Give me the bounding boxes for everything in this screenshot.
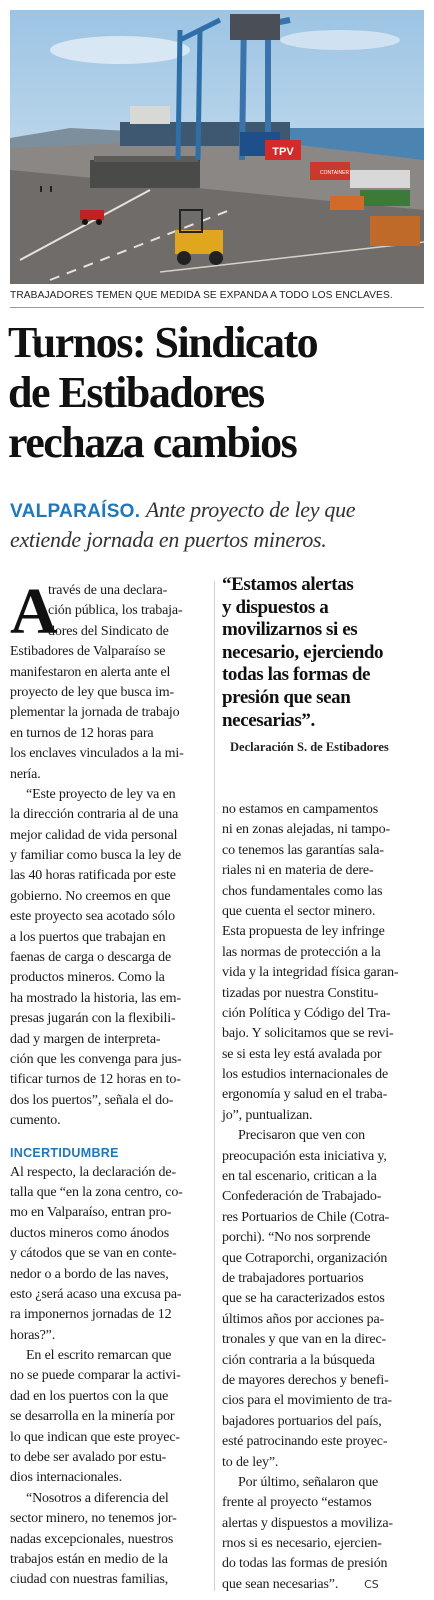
body-text: do todas las formas de presión: [222, 1556, 388, 1572]
body-text-line: [222, 1432, 422, 1452]
body-text-line: [10, 887, 208, 907]
headline: [8, 318, 428, 468]
pull-quote-line: presión que sean: [222, 686, 351, 708]
pull-quote: [222, 574, 422, 755]
body-text: que se ha caracterizados estos: [222, 1291, 385, 1307]
pull-quote-line: necesarias”.: [222, 709, 315, 731]
body-text: a los puertos que trabajan en: [10, 929, 166, 945]
body-text: las 40 horas ratificada por este: [10, 868, 176, 884]
body-text: de mayores derechos y benefi-: [222, 1372, 389, 1388]
body-text: cumento.: [10, 1113, 61, 1129]
body-text: manifestaron en alerta ante el: [10, 664, 171, 680]
body-text-line: [10, 765, 208, 785]
body-text-line: [222, 1106, 422, 1126]
body-text: tizadas por nuestra Constitu-: [222, 985, 379, 1001]
body-text: cios para el movimiento de tra-: [222, 1393, 392, 1409]
body-text-line: [10, 907, 208, 927]
body-text: los estudios internacionales de: [222, 1067, 389, 1083]
body-text-line: [10, 1448, 208, 1468]
body-text-line: [222, 1534, 422, 1554]
headline-line: rechaza cambios: [8, 418, 297, 467]
body-text-line: [10, 703, 208, 723]
deck-line: extiende jornada en puertos mineros.: [10, 527, 327, 552]
body-text-line: [10, 1530, 208, 1550]
body-text-line: [222, 1187, 422, 1207]
article-column-left: [10, 575, 208, 1591]
body-text-line: [222, 943, 422, 963]
body-text: este proyecto sea acotado sólo: [10, 909, 175, 925]
body-text-line: [10, 1203, 208, 1223]
pull-quote-line: necesario, ejerciendo: [222, 641, 384, 663]
body-text: en tal escenario, critican a la: [222, 1169, 377, 1185]
body-text-line: [10, 1224, 208, 1244]
body-text-line: [222, 882, 422, 902]
end-mark-icon: CS: [364, 1577, 379, 1591]
body-text-line: [222, 841, 422, 861]
body-text-line: [222, 922, 422, 942]
body-text: ha mostrado la historia, las em-: [10, 990, 181, 1006]
headline-line: de Estibadores: [8, 368, 264, 417]
body-text-line: [222, 1351, 422, 1371]
body-text: ciudad con nuestras familias,: [10, 1572, 169, 1588]
body-text-line: [10, 1305, 208, 1325]
body-text-line: [222, 1228, 422, 1248]
body-text: to debe ser avalado por estu-: [10, 1450, 167, 1466]
body-text: tificar turnos de 12 horas en to-: [10, 1072, 181, 1088]
body-text: porchi). “No nos sorprende: [222, 1230, 371, 1246]
body-text: “Nosotros a diferencia del: [26, 1490, 169, 1506]
body-text: y familiar como busca la ley de: [10, 848, 182, 864]
body-text: bajadores portuarios del país,: [222, 1413, 382, 1429]
section-subhead: INCERTIDUMBRE: [10, 1145, 119, 1160]
body-text: Esta propuesta de ley infringe: [222, 924, 385, 940]
body-text-line: [222, 1045, 422, 1065]
body-text: riales ni en materia de dere-: [222, 863, 374, 879]
body-text-line: [10, 948, 208, 968]
body-text-line: [222, 861, 422, 881]
port-illustration: [10, 10, 424, 284]
body-text-line: [222, 1310, 422, 1330]
pull-quote-line: “Estamos alertas: [222, 574, 354, 595]
body-text-line: [10, 1050, 208, 1070]
body-text: mejor calidad de vida personal: [10, 827, 178, 843]
body-text: “Este proyecto de ley va en: [26, 786, 176, 802]
body-text: to de ley”.: [222, 1454, 279, 1470]
body-text: últimos años por acciones pa-: [222, 1311, 385, 1327]
body-text: Estibadores de Valparaíso se: [10, 644, 166, 660]
body-text-line: [10, 1366, 208, 1386]
pull-quote-line: y dispuestos a: [222, 596, 329, 618]
body-text-line: [10, 1285, 208, 1305]
body-text: que sean necesarias”.: [222, 1576, 339, 1592]
body-text-line: [222, 1004, 422, 1024]
body-text-line: [10, 846, 208, 866]
body-text-line: [10, 1509, 208, 1529]
body-text: faenas de carga o descarga de: [10, 950, 172, 966]
body-text-line: [10, 1346, 208, 1366]
body-text: se desarrolla en la minería por: [10, 1409, 175, 1425]
body-text-line: [10, 1183, 208, 1203]
body-text: sector minero, no tenemos jor-: [10, 1511, 177, 1527]
body-text-line: [222, 1289, 422, 1309]
body-text-line: [222, 984, 422, 1004]
column-divider: [214, 581, 215, 1591]
body-text-line: [10, 1570, 208, 1590]
body-text-line: [10, 1030, 208, 1050]
body-text: no se puede comparar la activi-: [10, 1368, 181, 1384]
body-text: ergonomía y salud en el traba-: [222, 1087, 388, 1103]
body-text: nería.: [10, 766, 41, 782]
body-text-line: [10, 1091, 208, 1111]
body-text-line: [222, 1453, 422, 1473]
body-text: través de una declara-: [48, 583, 168, 598]
body-text: chos fundamentales como las: [222, 883, 383, 899]
body-text: lo que indican que este proyec-: [10, 1429, 180, 1445]
body-text-line: [10, 683, 208, 703]
body-text: co tenemos las garantías sala-: [222, 842, 384, 858]
body-text-line: [10, 1387, 208, 1407]
body-text: la dirección contraria al de una: [10, 807, 179, 823]
body-text: productos mineros. Como la: [10, 970, 165, 986]
body-text-line: [222, 1147, 422, 1167]
body-text: gobierno. No creemos en que: [10, 888, 171, 904]
pull-quote-line: movilizarnos si es: [222, 619, 358, 641]
photo-caption: TRABAJADORES TEMEN QUE MEDIDA SE EXPANDA A TODO LOS ENCLAVES.: [10, 290, 393, 301]
body-text-line: [222, 1493, 422, 1513]
body-text-line: [222, 1208, 422, 1228]
body-text-line: [10, 989, 208, 1009]
deck-block: [10, 496, 428, 554]
body-text: no estamos en campamentos: [222, 802, 379, 817]
body-text-line: [222, 1514, 422, 1534]
body-text-line: [222, 1085, 422, 1105]
body-text-line: [10, 1468, 208, 1488]
body-text-line: [222, 1167, 422, 1187]
body-text: trabajos están en medio de la: [10, 1551, 168, 1567]
body-text-line: [10, 663, 208, 683]
body-text: dores del Sindicato de: [48, 623, 169, 639]
body-text-line: [222, 1330, 422, 1350]
body-text-line: [222, 1065, 422, 1085]
body-text: alertas y dispuestos a moviliza-: [222, 1515, 393, 1531]
tpv-sign: TPV: [272, 146, 294, 158]
body-text-line: [10, 1407, 208, 1427]
body-text-line: [222, 1412, 422, 1432]
body-text-line: [222, 1554, 422, 1574]
body-text-line: [10, 1265, 208, 1285]
body-text: Al respecto, la declaración de-: [10, 1164, 176, 1180]
body-text: proyecto de ley que busca im-: [10, 684, 174, 700]
pull-quote-line: todas las formas de: [222, 664, 371, 686]
body-text-line: [222, 902, 422, 922]
body-text: preocupación esta iniciativa y,: [222, 1148, 387, 1164]
body-text-line: [10, 1111, 208, 1131]
body-text: ción que les convenga para jus-: [10, 1051, 182, 1067]
article-column-right: [222, 800, 422, 1595]
body-text: esto ¿será acaso una excusa pa-: [10, 1286, 182, 1302]
body-text-line: [222, 1249, 422, 1269]
body-text: plementar la jornada de trabajo: [10, 705, 180, 721]
body-text: dios internacionales.: [10, 1470, 122, 1486]
body-text-line: [10, 866, 208, 886]
body-text: dad y margen de interpreta-: [10, 1031, 161, 1047]
caption-divider: [10, 307, 424, 308]
body-text-line: [10, 1428, 208, 1448]
body-text-line: [10, 1009, 208, 1029]
body-text: de trabajadores portuarios: [222, 1270, 364, 1286]
body-text: los enclaves vinculados a la mi-: [10, 746, 184, 762]
body-text: en turnos de 12 horas para: [10, 725, 154, 741]
pull-quote-source: Declaración S. de Estibadores: [230, 740, 389, 755]
body-text-line: [222, 1269, 422, 1289]
body-text: talla que “en la zona centro, co-: [10, 1184, 183, 1200]
body-text: ni en zonas alejadas, ni tampo-: [222, 822, 390, 838]
body-text: ción contraria a la búsqueda: [222, 1352, 375, 1368]
body-text: nedor o a bordo de las naves,: [10, 1266, 169, 1282]
body-text-line: [222, 820, 422, 840]
body-text-line: [222, 1126, 422, 1146]
body-text: En el escrito remarcan que: [26, 1348, 172, 1364]
body-text-line: [10, 826, 208, 846]
body-text-line: [222, 1575, 422, 1595]
body-text-line: [222, 1391, 422, 1411]
body-text-line: [10, 785, 208, 805]
body-text-line: [10, 928, 208, 948]
body-text: Confederación de Trabajado-: [222, 1189, 382, 1205]
body-text-line: [10, 1070, 208, 1090]
body-text-line: [222, 1473, 422, 1493]
body-text: Precisaron que ven con: [238, 1128, 365, 1144]
body-text-line: [222, 963, 422, 983]
body-text: que Cotraporchi, organización: [222, 1250, 388, 1266]
body-text-line: [10, 744, 208, 764]
body-text-line: [10, 1489, 208, 1509]
body-text-line: [222, 800, 422, 820]
body-text: jo”, puntualizan.: [222, 1107, 313, 1123]
body-text: las normas de protección a la: [222, 944, 381, 960]
body-text: frente al proyecto “estamos: [222, 1495, 372, 1511]
body-text: mo en Valparaíso, entran pro-: [10, 1205, 172, 1221]
body-text: ductos mineros como ánodos: [10, 1225, 170, 1241]
body-text: rnos si es necesario, ejercien-: [222, 1536, 382, 1552]
body-text: vida y la integridad física garan-: [222, 965, 399, 981]
body-text-line: [222, 1371, 422, 1391]
body-text: y cátodos que se van en conte-: [10, 1246, 177, 1262]
body-text: dad en los puertos con la que: [10, 1388, 169, 1404]
container-label: CONTAINER: [320, 170, 350, 176]
body-text: Por último, señalaron que: [238, 1474, 379, 1490]
dateline-kicker: VALPARAÍSO.: [10, 501, 141, 522]
body-text-line: [10, 968, 208, 988]
body-text-line: [222, 1024, 422, 1044]
body-text: dos los puertos”, señala el do-: [10, 1092, 174, 1108]
body-text-line: [10, 724, 208, 744]
body-text: ra imponernos jornadas de 12: [10, 1307, 172, 1323]
body-text: ción pública, los trabaja-: [48, 603, 183, 619]
body-text: se si esta ley está avalada por: [222, 1046, 382, 1062]
deck-line: Ante proyecto de ley que: [145, 497, 356, 522]
body-text-line: [10, 1550, 208, 1570]
body-text: presas jugarán con la flexibili-: [10, 1011, 176, 1027]
drop-cap: A: [10, 575, 58, 648]
body-text: bajo. Y solicitamos que se revi-: [222, 1026, 394, 1042]
body-text-line: [10, 1244, 208, 1264]
body-text: esté patrocinando este proyec-: [222, 1434, 388, 1450]
port-photo: [10, 10, 424, 284]
body-text: res Portuarios de Chile (Cotra-: [222, 1209, 390, 1225]
body-text: nadas excepcionales, nuestros: [10, 1531, 174, 1547]
body-text: que cuenta el sector minero.: [222, 903, 376, 919]
body-text: horas?”.: [10, 1327, 56, 1343]
body-text: ción Política y Código del Tra-: [222, 1005, 391, 1021]
body-text: tronales y que van en la direc-: [222, 1332, 387, 1348]
body-text-line: [10, 805, 208, 825]
body-text-line: [10, 1163, 208, 1183]
headline-line: Turnos: Sindicato: [8, 318, 318, 367]
body-text-line: [10, 1326, 208, 1346]
